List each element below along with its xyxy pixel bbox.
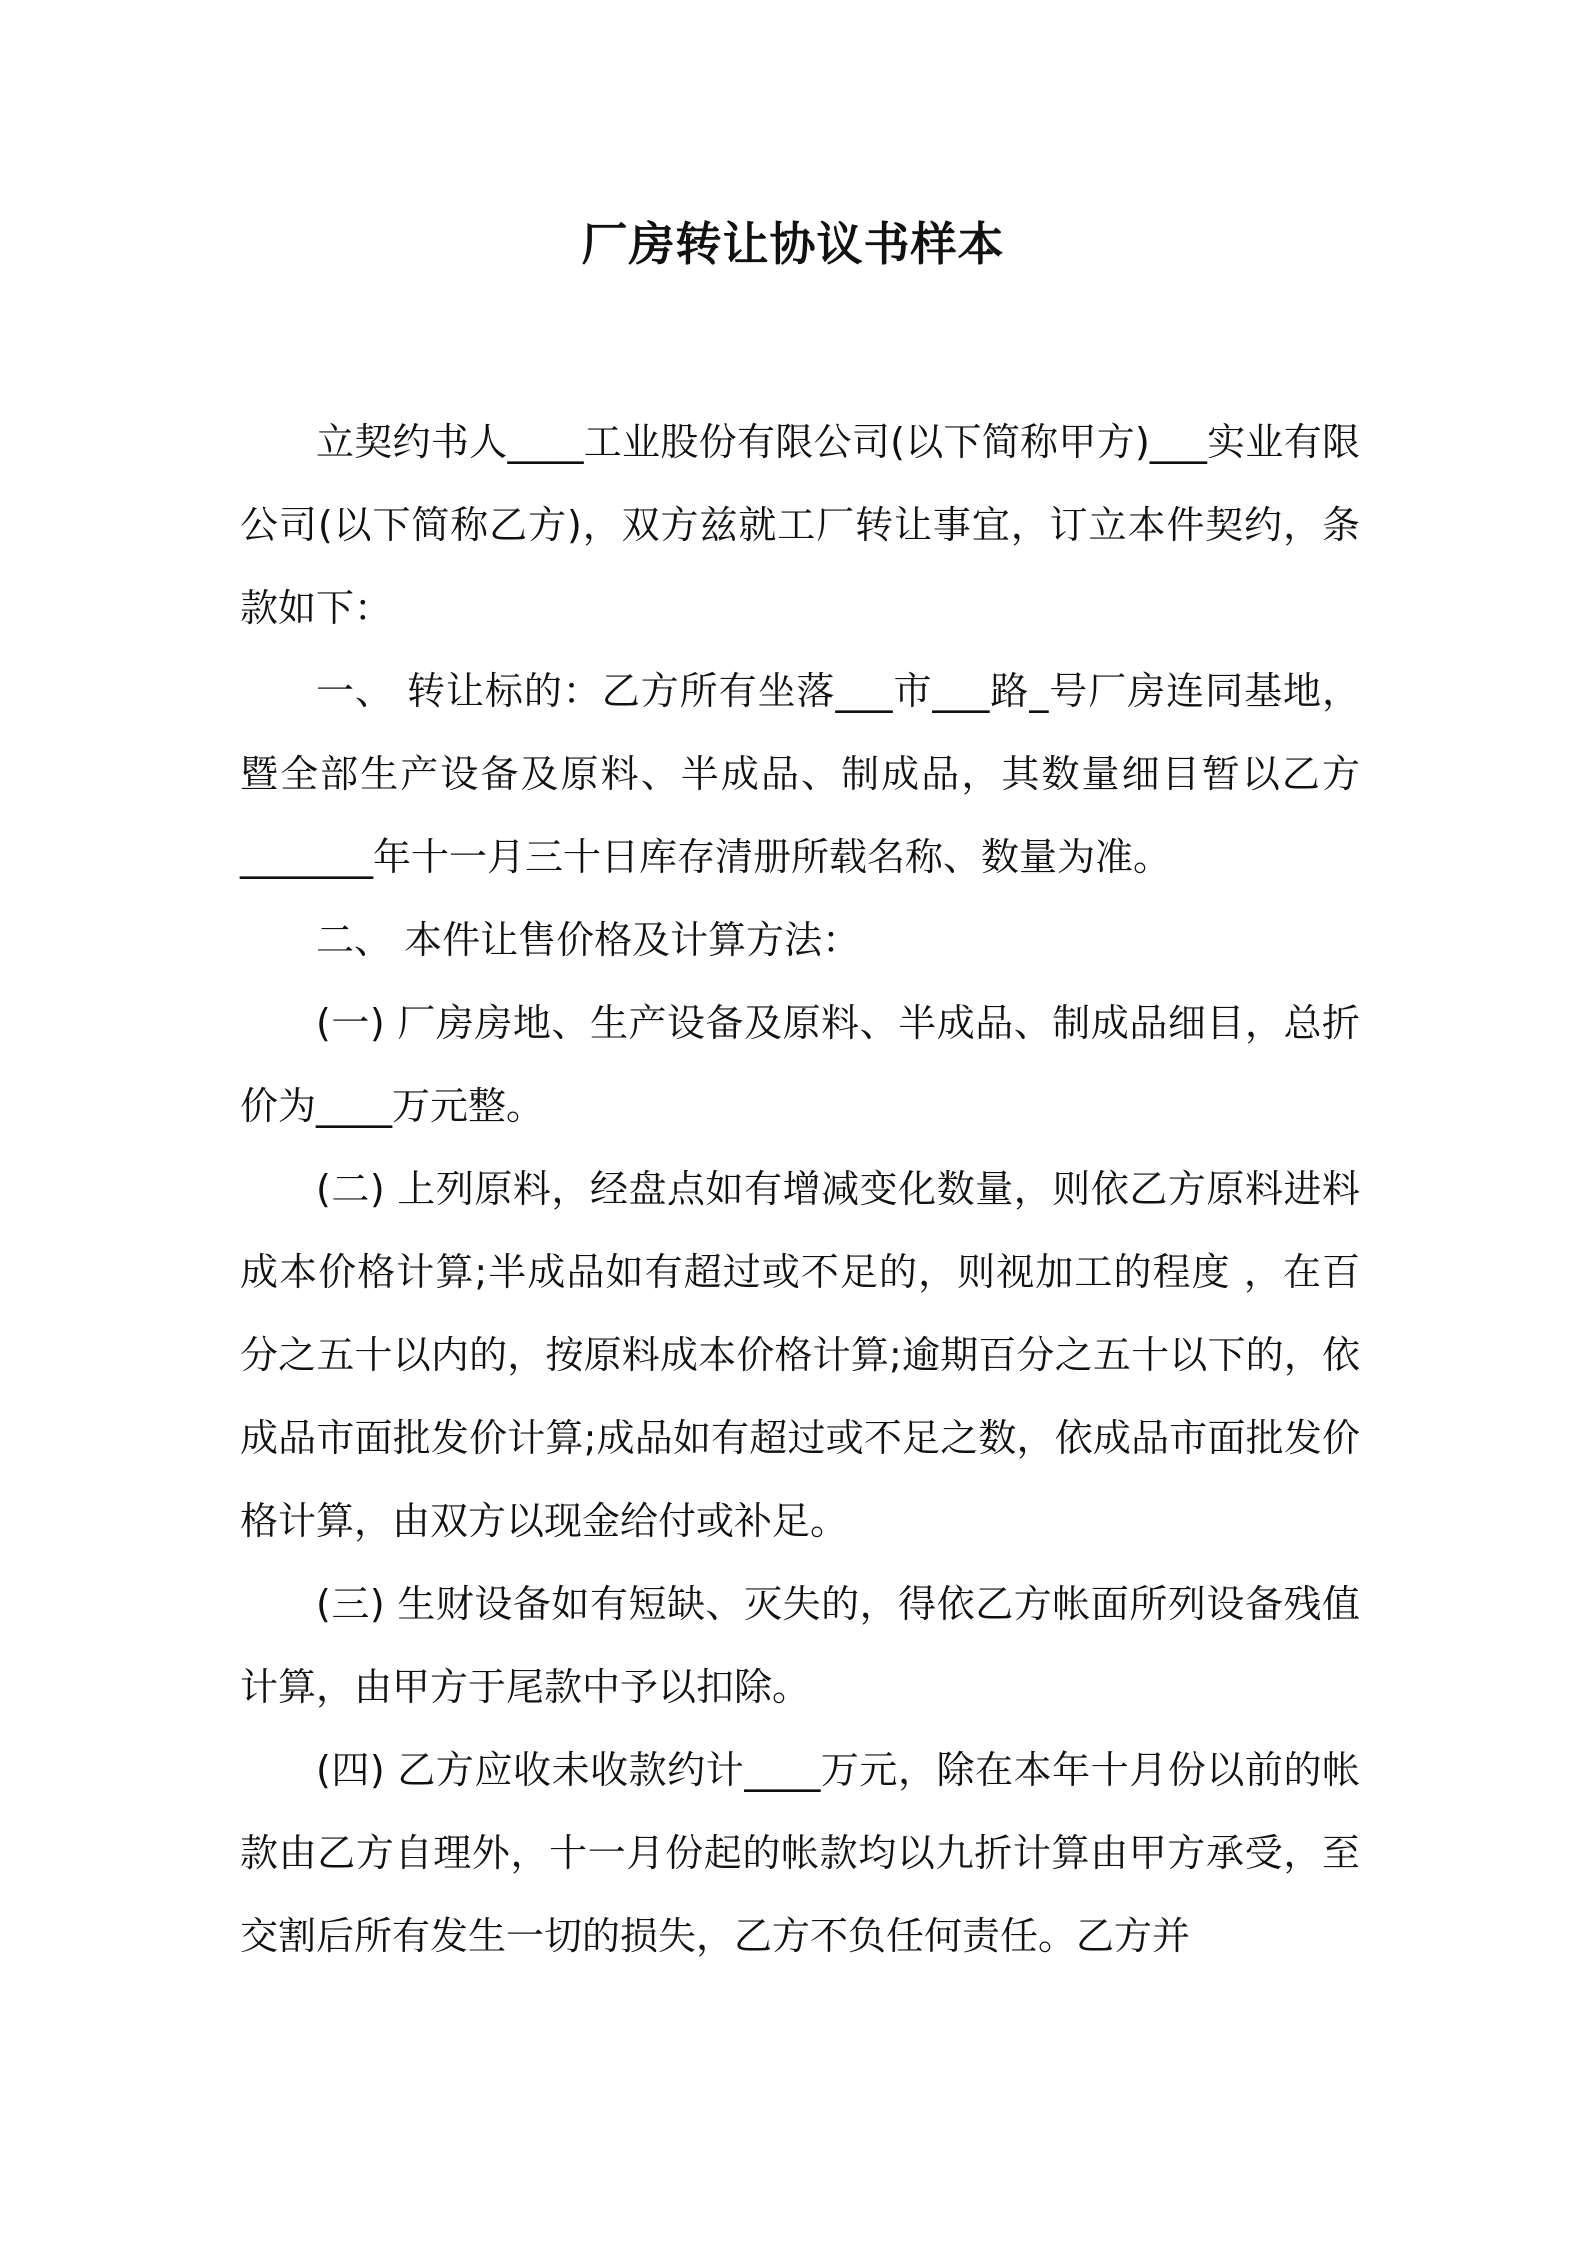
document-title: 厂房转让协议书样本 xyxy=(581,217,1005,271)
paragraph-clause-2-1: (一) 厂房房地、生产设备及原料、半成品、制成品细目，总折价为____万元整。 xyxy=(240,1001,1360,1128)
paragraph-parties: 立契约书人____工业股份有限公司(以下简称甲方)___实业有限公司(以下简称乙方)，双方兹就工厂转让事宜，订立本件契约，条款如下： xyxy=(240,420,1360,630)
paragraph-clause-2-4: (四) 乙方应收未收款约计____万元，除在本年十月份以前的帐款由乙方自理外，十一月份起的帐款均以九折计算由甲方承受，至交割后所有发生一切的损失，乙方不负任何责任。乙方并 xyxy=(240,1748,1360,1958)
document-body xyxy=(240,401,1360,1978)
paragraph-clause-2: 二、 本件让售价格及计算方法： xyxy=(316,918,861,962)
paragraph-clause-2-2: (二) 上列原料，经盘点如有增减变化数量，则依乙方原料进料成本价格计算;半成品如有超过或不足的，则视加工的程度 ，在百分之五十以内的，按原料成本价格计算;逾期百分之五十以下的，依成品市面批发价计算;成品如有超过或不足之数，依成品市面批发价格计算，由双方以现金给付或补足。 xyxy=(240,1167,1360,1543)
paragraph-clause-2-3: (三) 生财设备如有短缺、灭失的，得依乙方帐面所列设备残值计算，由甲方于尾款中予以扣除。 xyxy=(240,1582,1360,1709)
paragraph-clause-1: 一、 转让标的：乙方所有坐落___市___路_号厂房连同基地，暨全部生产设备及原料、半成品、制成品，其数量细目暂以乙方_______年十一月三十日库存清册所载名称、数量为准。 xyxy=(240,669,1360,879)
